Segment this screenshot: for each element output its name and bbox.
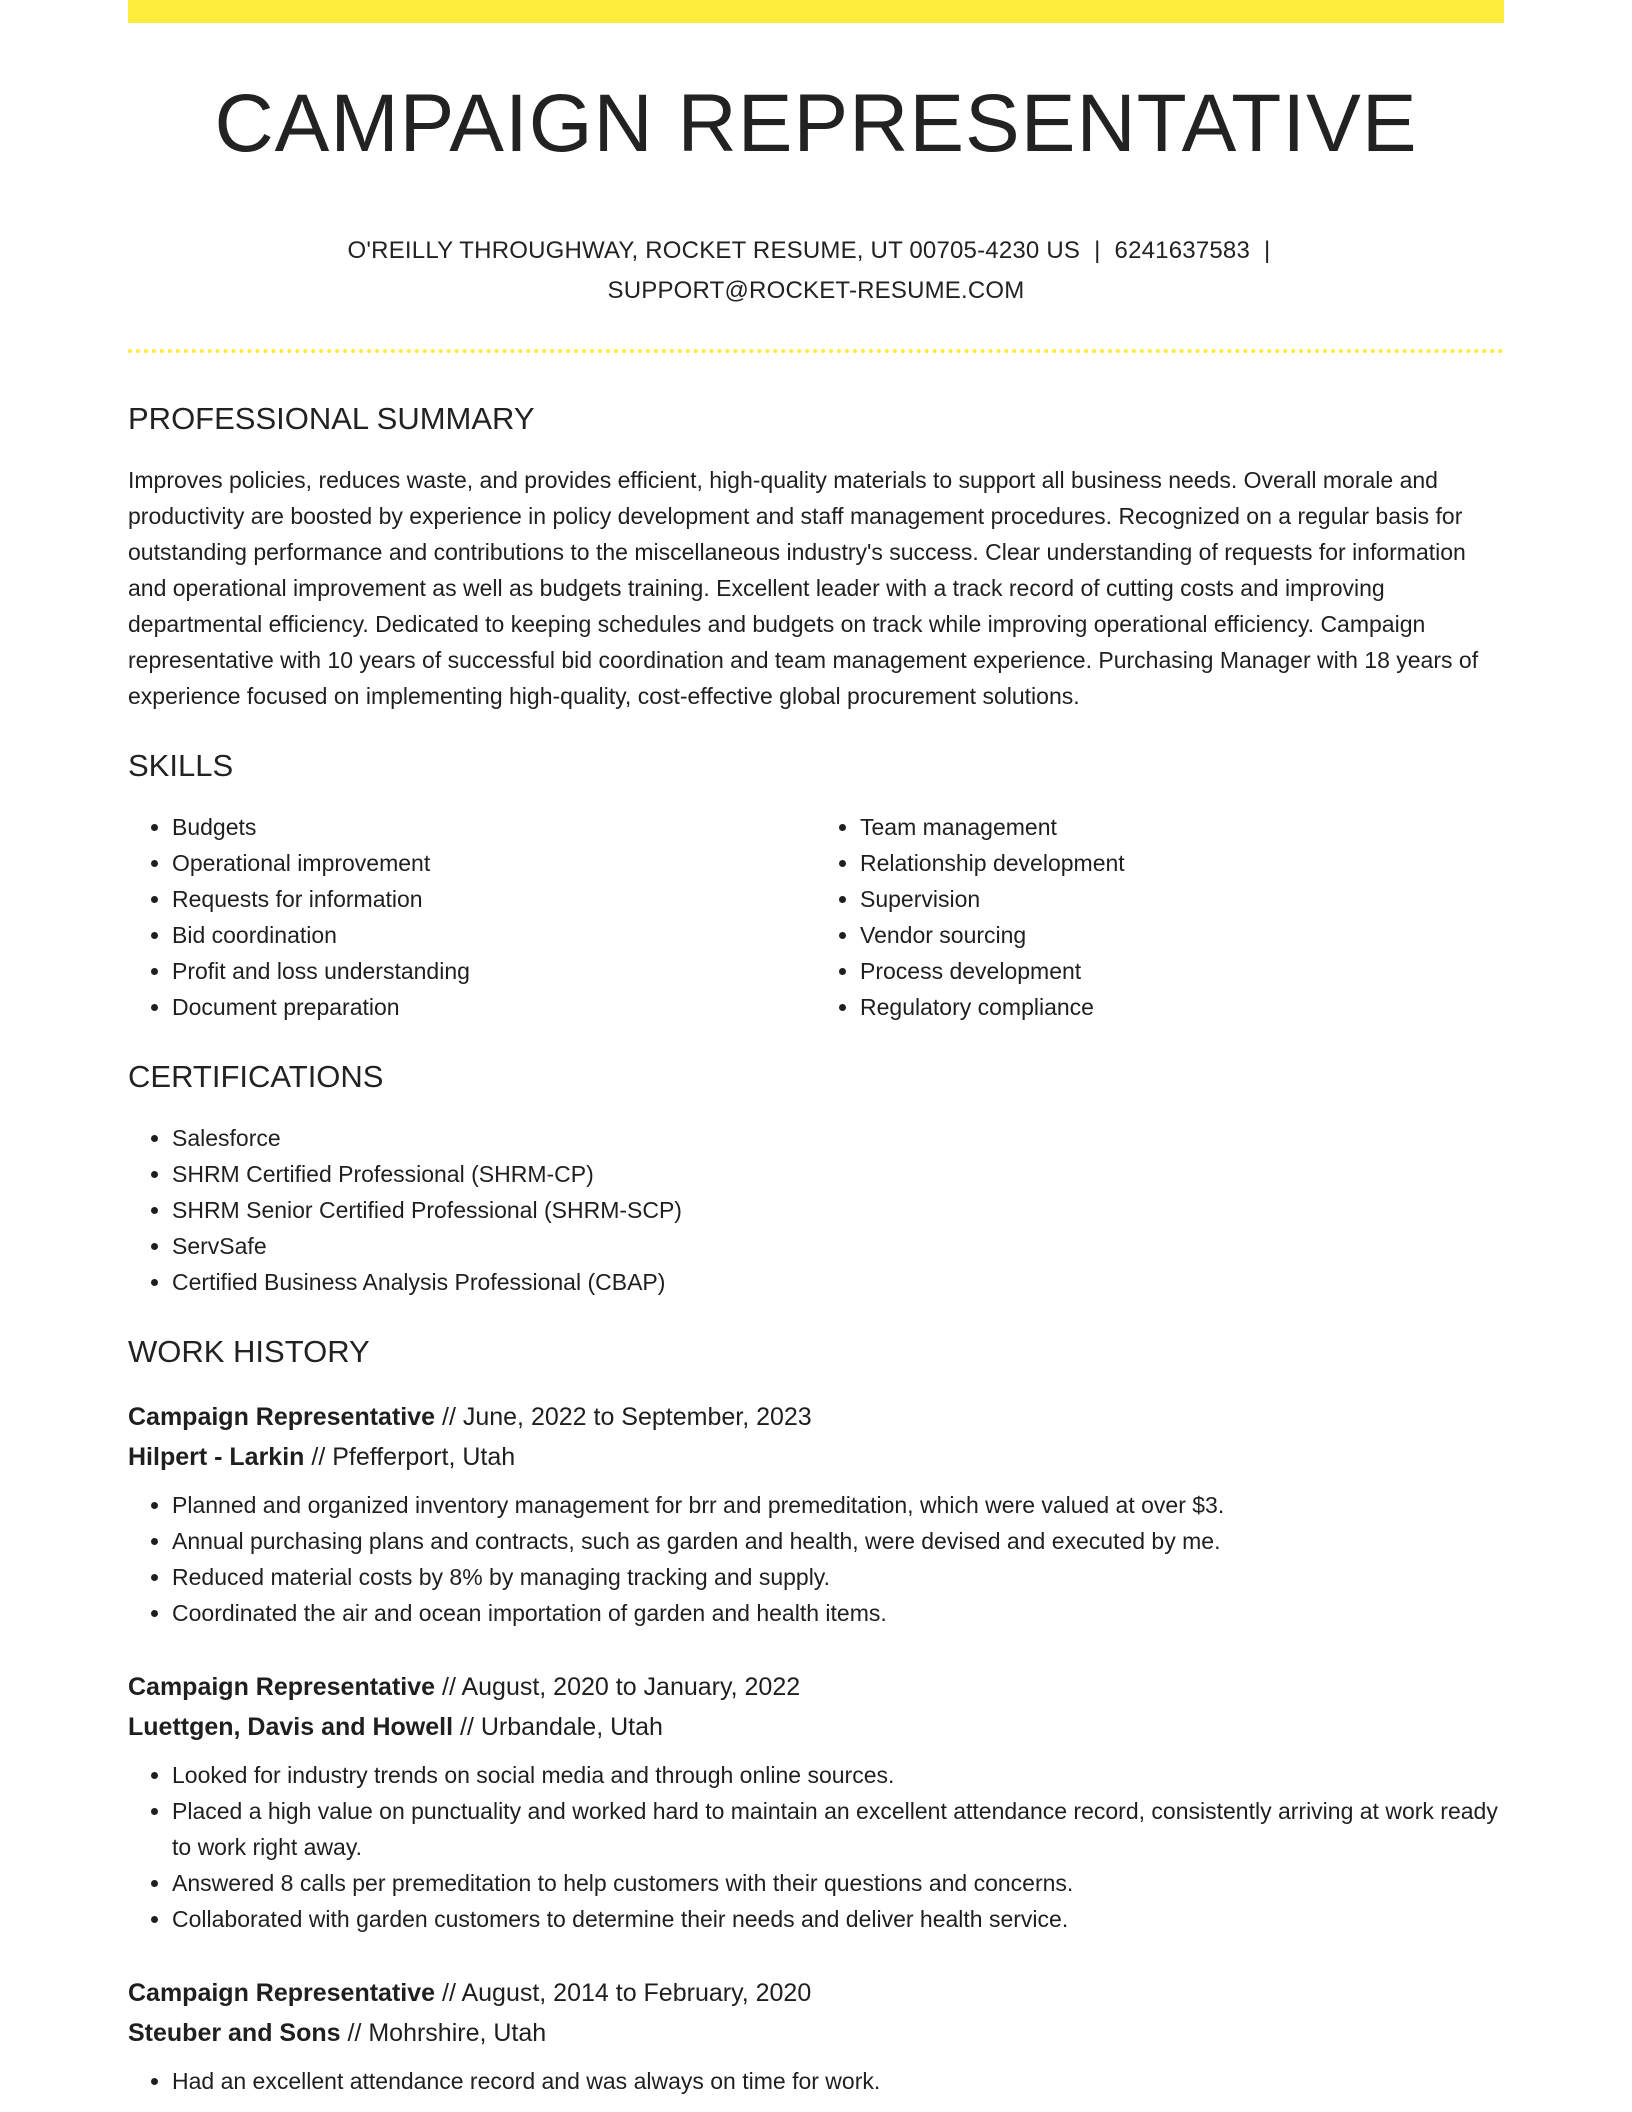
skill-item: • Process development — [860, 953, 1504, 989]
summary-text: Improves policies, reduces waste, and provides efficient, high-quality materials to support all business needs. Overall morale and productivity are boosted by experience in policy development and staff management procedures. Recognized on a regular basis for outstanding performance and contributions to the miscellaneous industry's success. Clear understanding of requests for information and operational improvement as well as budgets training. Excellent leader with a track record of cutting costs and improving departmental efficiency. Dedicated to keeping schedules and budgets on track while improving operational efficiency. Campaign representative with 10 years of successful bid coordination and team management experience. Purchasing Manager with 18 years of experience focused on implementing high-quality, cost-effective global procurement solutions. — [128, 467, 1479, 709]
work-history-section — [128, 1336, 1504, 2099]
job-bullet: • Planned and organized inventory management for brr and premeditation, which were valued at over $3. — [172, 1487, 1504, 1523]
job-title-line — [128, 1667, 1504, 1707]
job-company: Hilpert - Larkin — [128, 1443, 305, 1471]
section-heading: PROFESSIONAL SUMMARY — [128, 401, 535, 436]
contact-separator: | — [1094, 237, 1101, 264]
job-bullet: • Placed a high value on punctuality and worked hard to maintain an excellent attendance record, consistently arriving at work ready to work right away. — [172, 1793, 1504, 1865]
skill-item: • Operational improvement — [172, 845, 816, 881]
contact-info — [128, 231, 1504, 311]
certification-item: • SHRM Certified Professional (SHRM-CP) — [172, 1156, 1504, 1192]
skill-item: • Supervision — [860, 881, 1504, 917]
skill-item: • Regulatory compliance — [860, 989, 1504, 1025]
job-title-line — [128, 1973, 1504, 2013]
job-entry — [128, 1973, 1504, 2099]
section-heading: SKILLS — [128, 748, 234, 783]
skill-item: • Profit and loss understanding — [172, 953, 816, 989]
skill-item: • Vendor sourcing — [860, 917, 1504, 953]
job-bullet: • Reduced material costs by 8% by managing tracking and supply. — [172, 1559, 1504, 1595]
job-company: Steuber and Sons — [128, 2019, 341, 2047]
job-title: Campaign Representative — [128, 1673, 436, 1701]
certification-item: • ServSafe — [172, 1228, 1504, 1264]
job-company: Luettgen, Davis and Howell — [128, 1713, 454, 1741]
job-dates: // August, 2020 to January, 2022 — [442, 1673, 801, 1701]
job-title: Campaign Representative — [128, 1979, 436, 2007]
job-location: // Pfefferport, Utah — [311, 1443, 516, 1471]
certifications-list — [128, 1120, 1504, 1300]
job-bullet: • Collaborated with garden customers to determine their needs and deliver health service. — [172, 1901, 1504, 1937]
candidate-name: CAMPAIGN REPRESENTATIVE — [214, 78, 1418, 169]
job-bullet: • Looked for industry trends on social media and through online sources. — [172, 1757, 1504, 1793]
job-bullet: • Coordinated the air and ocean importation of garden and health items. — [172, 1595, 1504, 1631]
job-company-line — [128, 1707, 1504, 1747]
skills-columns — [128, 809, 1504, 1025]
job-entry — [128, 1667, 1504, 1937]
job-bullets — [128, 2063, 1504, 2099]
skill-item: • Budgets — [172, 809, 816, 845]
skill-item: • Requests for information — [172, 881, 816, 917]
professional-summary-section — [128, 403, 1504, 714]
contact-separator: | — [1264, 237, 1271, 264]
contact-address: O'REILLY THROUGHWAY, ROCKET RESUME, UT 00705-4230 US — [347, 237, 1081, 264]
job-bullet: • Annual purchasing plans and contracts, such as garden and health, were devised and executed by me. — [172, 1523, 1504, 1559]
job-bullets — [128, 1487, 1504, 1631]
section-heading: WORK HISTORY — [128, 1334, 370, 1369]
skill-item: • Team management — [860, 809, 1504, 845]
job-dates: // August, 2014 to February, 2020 — [442, 1979, 812, 2007]
section-heading: CERTIFICATIONS — [128, 1059, 384, 1094]
skill-item: • Bid coordination — [172, 917, 816, 953]
job-title: Campaign Representative — [128, 1403, 436, 1431]
certification-item: • SHRM Senior Certified Professional (SHRM-SCP) — [172, 1192, 1504, 1228]
skills-section — [128, 750, 1504, 1025]
skill-item: • Relationship development — [860, 845, 1504, 881]
job-title-line — [128, 1397, 1504, 1437]
job-dates: // June, 2022 to September, 2023 — [442, 1403, 812, 1431]
skill-item: • Document preparation — [172, 989, 816, 1025]
contact-email[interactable]: SUPPORT@ROCKET-RESUME.COM — [607, 277, 1025, 304]
job-company-line — [128, 1437, 1504, 1477]
resume-page — [128, 0, 1504, 2099]
contact-phone: 6241637583 — [1114, 237, 1251, 264]
job-company-line — [128, 2013, 1504, 2053]
job-bullets — [128, 1757, 1504, 1937]
skills-list-left — [128, 809, 816, 1025]
job-bullet: • Had an excellent attendance record and was always on time for work. — [172, 2063, 1504, 2099]
certification-item: • Certified Business Analysis Professional (CBAP) — [172, 1264, 1504, 1300]
certification-item: • Salesforce — [172, 1120, 1504, 1156]
job-location: // Mohrshire, Utah — [347, 2019, 547, 2047]
job-location: // Urbandale, Utah — [460, 1713, 663, 1741]
job-entry — [128, 1397, 1504, 1631]
certifications-section — [128, 1061, 1504, 1300]
accent-top-bar — [128, 0, 1504, 23]
dotted-divider — [128, 349, 1504, 353]
skills-list-right — [816, 809, 1504, 1025]
job-bullet: • Answered 8 calls per premeditation to help customers with their questions and concerns. — [172, 1865, 1504, 1901]
